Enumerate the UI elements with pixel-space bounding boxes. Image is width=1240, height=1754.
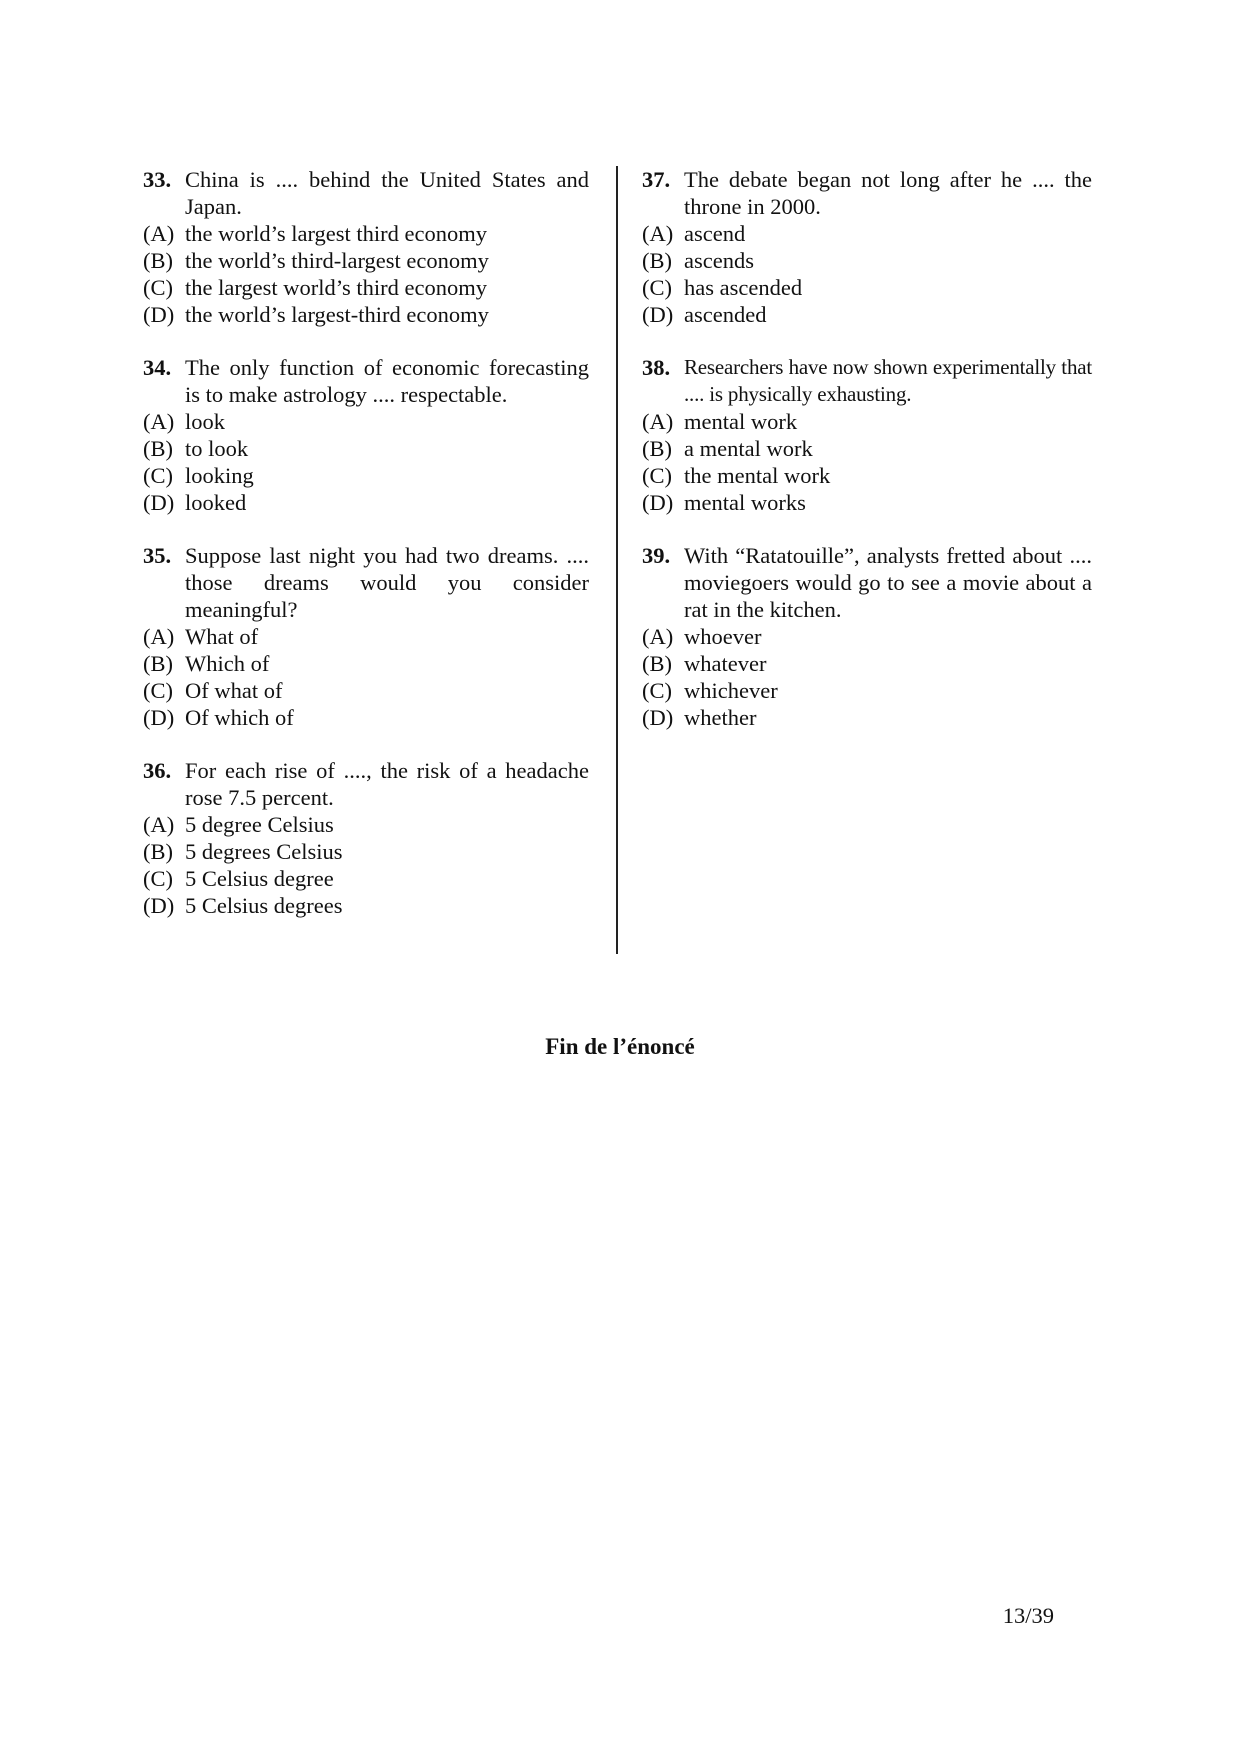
option-letter: (C): [143, 866, 173, 891]
option-text: mental works: [684, 490, 806, 515]
option-text: Of which of: [185, 705, 294, 730]
answer-option[interactable]: [642, 462, 1092, 489]
left-column: [143, 166, 589, 945]
question-stem: For each rise of ...., the risk of a headache rose 7.5 percent.: [185, 758, 589, 810]
answer-option[interactable]: [642, 301, 1092, 328]
option-letter: (D): [642, 490, 674, 515]
option-letter: (B): [143, 839, 173, 864]
option-text: whatever: [684, 651, 767, 676]
question-39: [642, 542, 1092, 731]
answer-option[interactable]: [642, 489, 1092, 516]
answer-option[interactable]: [642, 408, 1092, 435]
question-38: [642, 354, 1092, 516]
question-35: [143, 542, 589, 731]
answer-options: [143, 408, 589, 516]
option-letter: (C): [642, 463, 672, 488]
option-text: Which of: [185, 651, 270, 676]
option-letter: (C): [143, 678, 173, 703]
option-text: 5 degrees Celsius: [185, 839, 343, 864]
option-text: the mental work: [684, 463, 831, 488]
answer-option[interactable]: [642, 704, 1092, 731]
answer-option[interactable]: [143, 301, 589, 328]
option-text: ascended: [684, 302, 767, 327]
answer-option[interactable]: [143, 489, 589, 516]
option-letter: (B): [143, 651, 173, 676]
option-text: the world’s largest-third economy: [185, 302, 489, 327]
answer-options: [642, 408, 1092, 516]
option-text: Of what of: [185, 678, 283, 703]
answer-option[interactable]: [143, 677, 589, 704]
question-number: 37.: [642, 167, 671, 192]
option-letter: (A): [642, 409, 674, 434]
option-text: the largest world’s third economy: [185, 275, 488, 300]
question-37: [642, 166, 1092, 328]
answer-option[interactable]: [143, 892, 589, 919]
page-number: 13/39: [1002, 1603, 1054, 1628]
answer-option[interactable]: [642, 220, 1092, 247]
answer-option[interactable]: [143, 462, 589, 489]
option-text: whether: [684, 705, 757, 730]
option-text: ascend: [684, 221, 746, 246]
option-letter: (B): [642, 651, 672, 676]
option-text: What of: [185, 624, 259, 649]
answer-option[interactable]: [143, 435, 589, 462]
question-number: 33.: [143, 167, 172, 192]
option-text: 5 degree Celsius: [185, 812, 334, 837]
column-divider: [616, 166, 618, 954]
option-text: 5 Celsius degree: [185, 866, 334, 891]
answer-option[interactable]: [642, 623, 1092, 650]
option-letter: (A): [143, 409, 175, 434]
option-letter: (D): [143, 705, 175, 730]
option-text: has ascended: [684, 275, 803, 300]
option-text: 5 Celsius degrees: [185, 893, 343, 918]
option-letter: (C): [642, 678, 672, 703]
answer-option[interactable]: [642, 677, 1092, 704]
answer-option[interactable]: [143, 865, 589, 892]
question-34: [143, 354, 589, 516]
question-36: [143, 757, 589, 919]
option-letter: (D): [642, 302, 674, 327]
answer-options: [143, 811, 589, 919]
question-stem: China is .... behind the United States and Japan.: [185, 167, 589, 219]
answer-option[interactable]: [143, 247, 589, 274]
answer-option[interactable]: [143, 220, 589, 247]
question-33: [143, 166, 589, 328]
answer-option[interactable]: [642, 435, 1092, 462]
answer-option[interactable]: [143, 408, 589, 435]
option-letter: (A): [642, 221, 674, 246]
answer-option[interactable]: [143, 811, 589, 838]
option-letter: (D): [143, 302, 175, 327]
option-text: ascends: [684, 248, 754, 273]
option-letter: (A): [143, 221, 175, 246]
option-text: looked: [185, 490, 247, 515]
question-number: 35.: [143, 543, 172, 568]
answer-option[interactable]: [143, 704, 589, 731]
question-stem: Researchers have now shown experimentally that .... is physically exhausting.: [684, 355, 1092, 406]
option-text: to look: [185, 436, 249, 461]
answer-option[interactable]: [642, 247, 1092, 274]
question-stem: The only function of economic forecasting is to make astrology .... respectable.: [185, 355, 589, 407]
option-text: a mental work: [684, 436, 813, 461]
option-letter: (C): [143, 463, 173, 488]
answer-options: [642, 623, 1092, 731]
option-letter: (D): [642, 705, 674, 730]
question-number: 39.: [642, 543, 671, 568]
option-text: whoever: [684, 624, 762, 649]
question-stem: With “Ratatouille”, analysts fretted about .... moviegoers would go to see a movie about a rat in the kitchen.: [684, 543, 1092, 622]
end-of-statement-title: Fin de l’énoncé: [545, 1034, 695, 1059]
question-number: 34.: [143, 355, 172, 380]
answer-option[interactable]: [642, 650, 1092, 677]
option-text: the world’s largest third economy: [185, 221, 488, 246]
answer-option[interactable]: [143, 623, 589, 650]
option-letter: (B): [642, 436, 672, 461]
option-letter: (A): [143, 812, 175, 837]
question-stem: Suppose last night you had two dreams. .... those dreams would you consider meaningful?: [185, 543, 589, 622]
option-letter: (C): [143, 275, 173, 300]
question-number: 38.: [642, 355, 671, 380]
right-column: [642, 166, 1092, 757]
answer-option[interactable]: [143, 650, 589, 677]
option-letter: (A): [642, 624, 674, 649]
option-letter: (B): [642, 248, 672, 273]
option-letter: (D): [143, 893, 175, 918]
question-number: 36.: [143, 758, 172, 783]
option-letter: (C): [642, 275, 672, 300]
option-text: mental work: [684, 409, 798, 434]
answer-options: [143, 623, 589, 731]
option-letter: (D): [143, 490, 175, 515]
option-text: the world’s third-largest economy: [185, 248, 489, 273]
answer-options: [642, 220, 1092, 328]
option-letter: (A): [143, 624, 175, 649]
option-letter: (B): [143, 248, 173, 273]
option-text: looking: [185, 463, 254, 488]
answer-options: [143, 220, 589, 328]
option-letter: (B): [143, 436, 173, 461]
option-text: whichever: [684, 678, 778, 703]
answer-option[interactable]: [642, 274, 1092, 301]
question-stem: The debate began not long after he .... the throne in 2000.: [684, 167, 1092, 219]
answer-option[interactable]: [143, 838, 589, 865]
option-text: look: [185, 409, 226, 434]
answer-option[interactable]: [143, 274, 589, 301]
